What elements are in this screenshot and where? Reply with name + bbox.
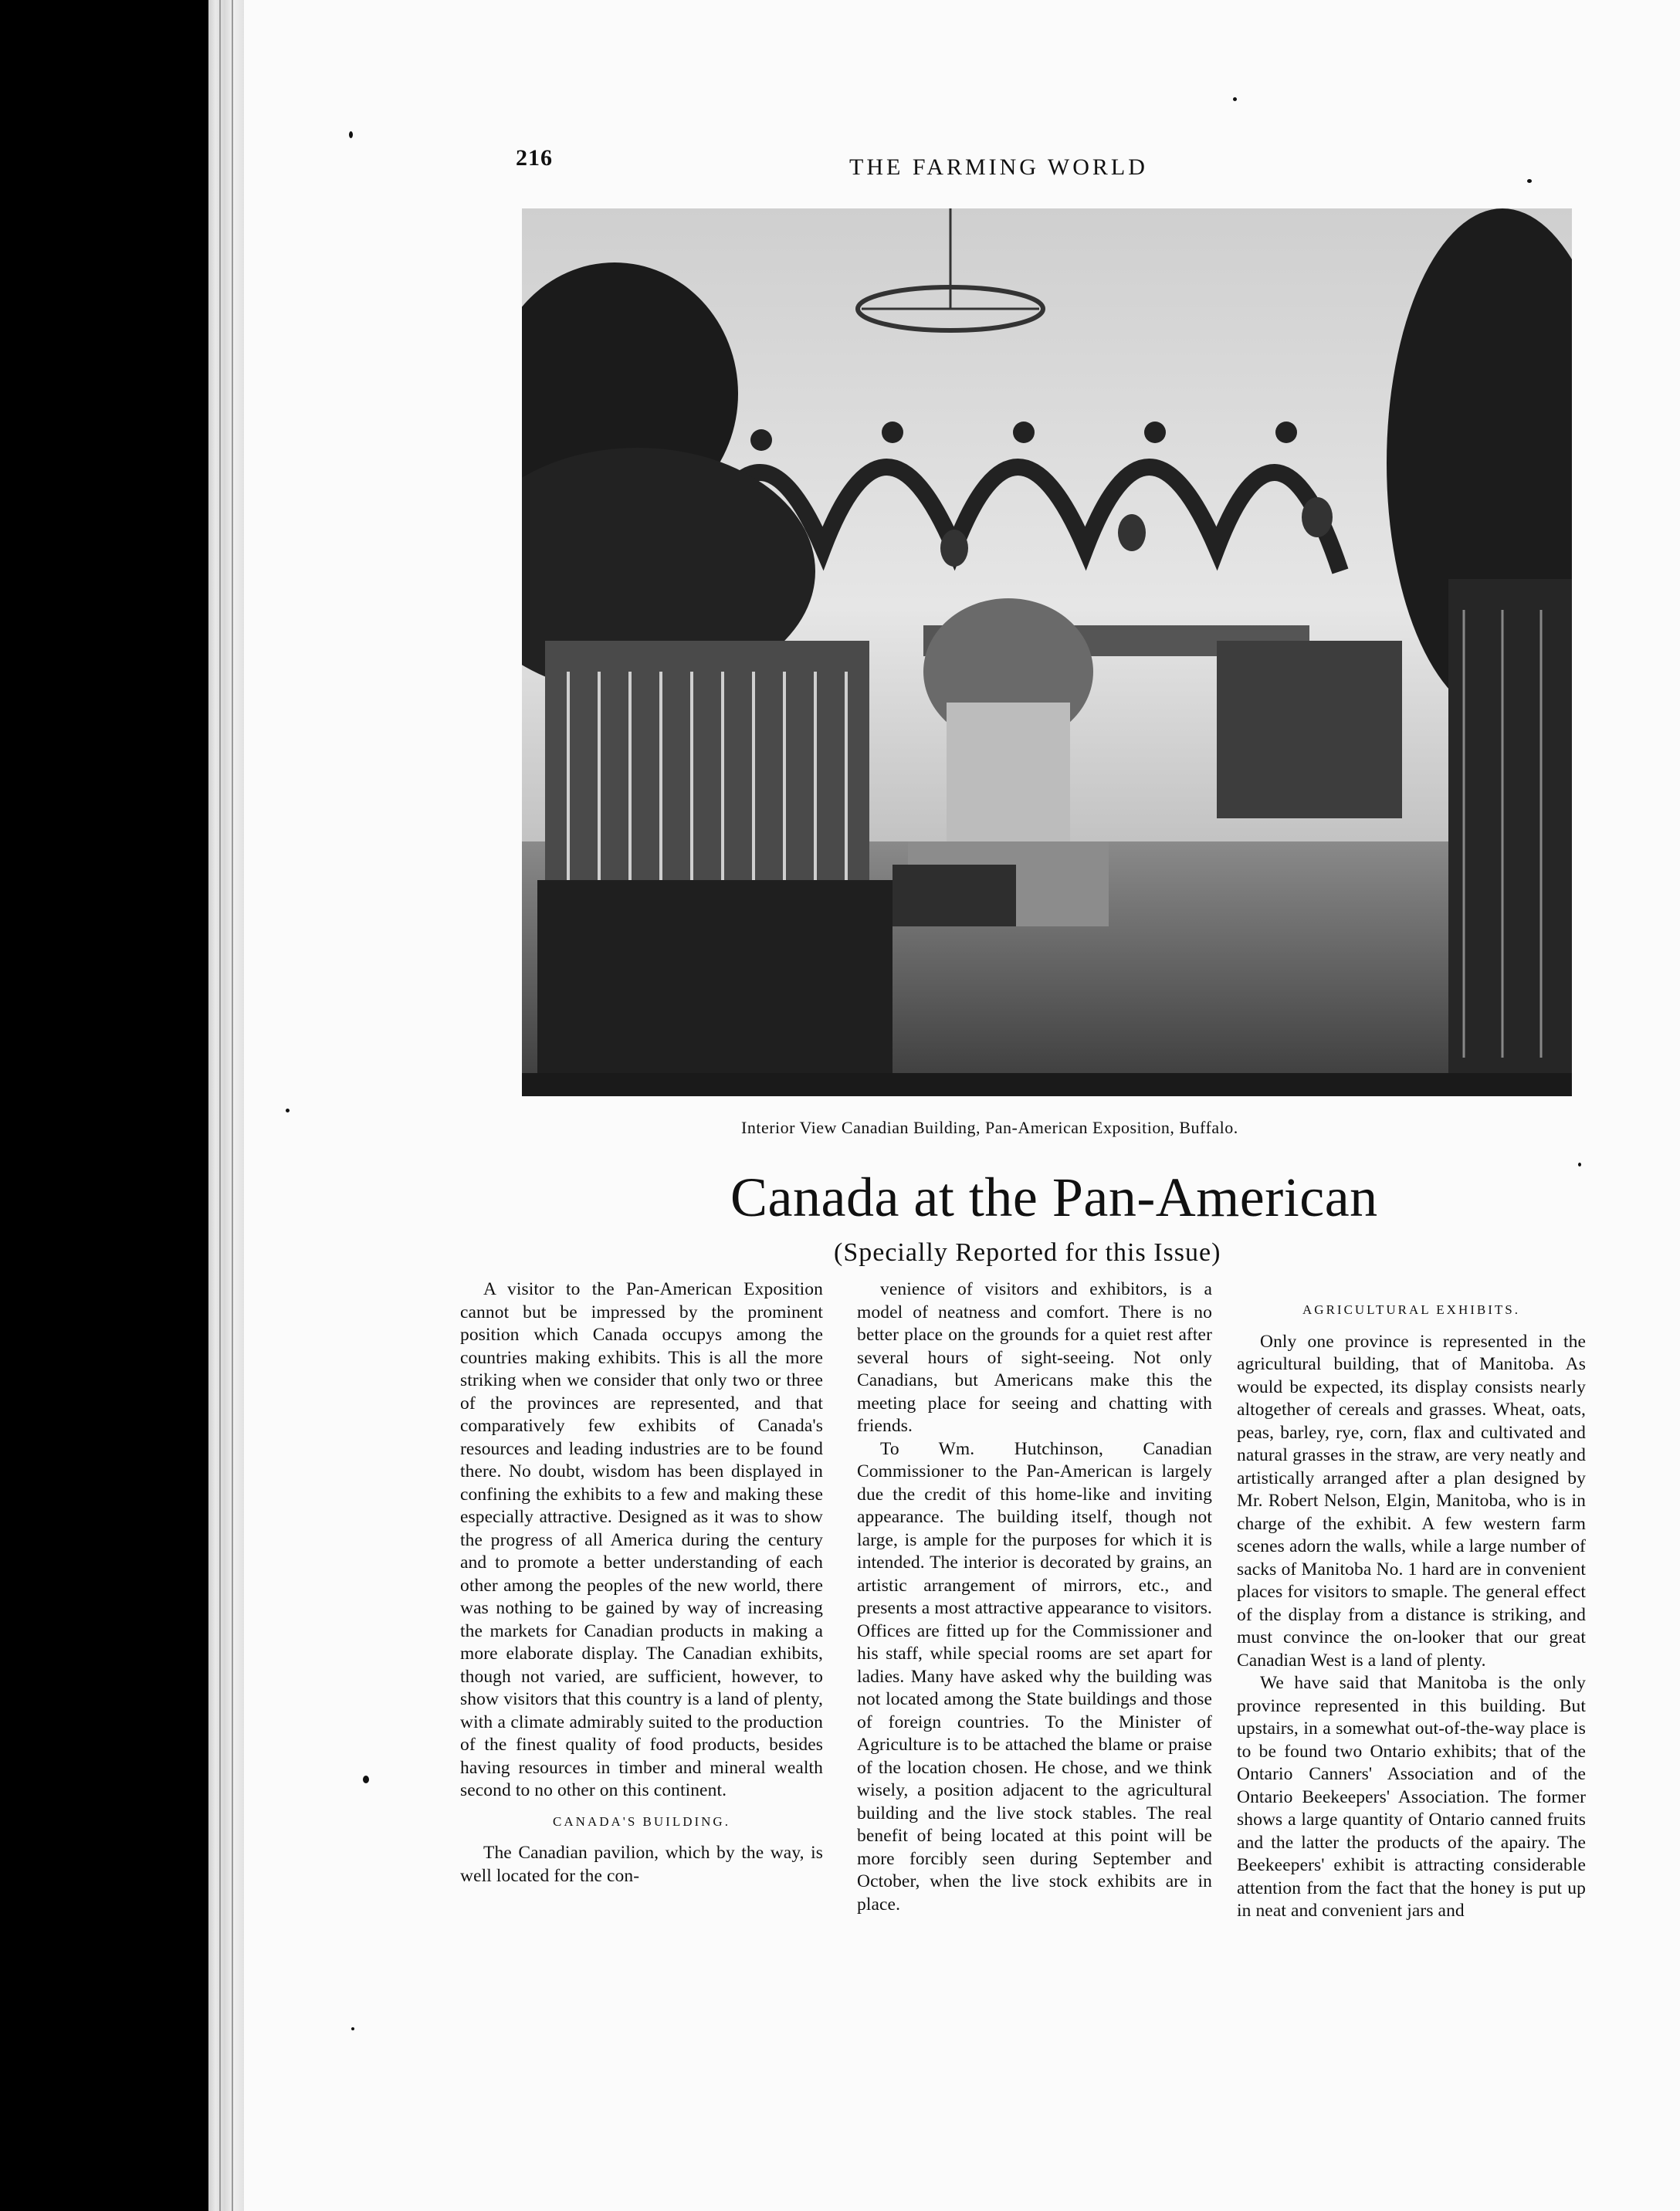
page-edge-line [232, 0, 233, 2211]
text-column-1 [460, 1278, 823, 1888]
scan-speck [351, 2027, 354, 2030]
page-number: 216 [516, 145, 553, 171]
article-title: Canada at the Pan-American [730, 1166, 1378, 1228]
paragraph: We have said that Manitoba is the only province represented in this building. But upstairs, in a somewhat out-of-the-way place is to be found two Ontario exhibits; that of the Ontario Canners' Association and of the Ontario Beekeepers' Association. The former shows a large quantity of Ontario canned fruits and the latter the products of the apairy. The Beekeepers' exhibit is attracting considerable attention from the fact that the honey is put up in neat and convenient jars and [1237, 1673, 1586, 1921]
scan-speck [1578, 1163, 1581, 1166]
paragraph: Only one province is represented in the agricultural building, that of Manitoba. As would be expected, its display consists nearly altogether of cereals and grasses. Wheat, oats, peas, barley, rye, corn, flax and cultivated and natural grasses in the straw, are very neatly and artistically arranged after a plan designed by Mr. Robert Nelson, Elgin, Manitoba, who is in charge of the exhibit. A few western farm scenes adorn the walls, while a large number of sacks of Manitoba No. 1 hard are in convenient places for visitors to smaple. The general effect of the display from a distance is striking, and must convince the on-looker that our great Canadian West is a land of plenty. [1237, 1331, 1586, 1671]
paragraph: A visitor to the Pan-American Exposition cannot but be impressed by the prominent position which Canada occupys among the countries making exhibits. This is all the more striking when we consider that only two or three of the provinces are represented, and that comparatively few exhibits of Canada's resources and leading industries are to be found there. No doubt, wisdom has been displayed in confining the exhibits to a few and making these especially attractive. Designed as it was to show the progress of all America during the century and to promote a better understanding of each other among the peoples of the new world, there was nothing to be gained by way of increasing the markets for Canadian products in making a more elaborate display. The Canadian exhibits, though not varied, are sufficient, however, to show visitors that this country is a land of plenty, with a climate admirably suited to the production of the finest quality of food products, besides having resources in timber and mineral wealth second to no other on this continent. [460, 1279, 823, 1800]
scan-speck [1527, 179, 1532, 183]
scan-speck [349, 131, 353, 138]
paragraph: To Wm. Hutchinson, Canadian Commissioner to the Pan-American is largely due the credit of this home-like and inviting appearance. The building itself, though not large, is ample for the purposes for which it is intended. The interior is decorated by grains, an artistic arrangement of mirrors, etc., and presents a most attractive appearance to visitors. Offices are fitted up for the Commissioner and his staff, while special rooms are set apart for ladies. Many have asked why the building was not located among the State buildings and those of foreign countries. To the Minister of Agriculture is to be attached the blame or praise of the location chosen. He chose, and we think wisely, a position adjacent to the agricultural building and the live stock stables. The real benefit of being located at this point will be more forcibly seen during September and October, when the live stock exhibits are in place. [857, 1438, 1212, 1915]
section-heading-agricultural-exhibits: AGRICULTURAL EXHIBITS. [1302, 1302, 1520, 1317]
scan-speck [1233, 97, 1237, 101]
photo-caption: Interior View Canadian Building, Pan-American Exposition, Buffalo. [741, 1118, 1238, 1137]
running-head: THE FARMING WORLD [849, 154, 1148, 180]
paragraph: venience of visitors and exhibitors, is a model of neatness and comfort. There is no better place on the grounds for a quiet rest after several hours of sight-seeing. Not only Canadians, but Americans make this the meeting place for seeing and chatting with friends. [857, 1279, 1212, 1436]
paragraph: The Canadian pavilion, which by the way, is well located for the con- [460, 1843, 823, 1886]
photo-illustration [522, 208, 1572, 1096]
article-subtitle: (Specially Reported for this Issue) [834, 1238, 1221, 1267]
page-edge-stack [208, 0, 244, 2211]
scan-speck [363, 1776, 369, 1783]
scan-speck [286, 1109, 290, 1112]
exhibition-interior-photo [522, 208, 1572, 1096]
page-edge-line [219, 0, 221, 2211]
text-column-3 [1237, 1278, 1586, 1923]
text-column-2 [857, 1278, 1212, 1916]
section-heading-canadas-building: CANADA'S BUILDING. [553, 1813, 730, 1829]
